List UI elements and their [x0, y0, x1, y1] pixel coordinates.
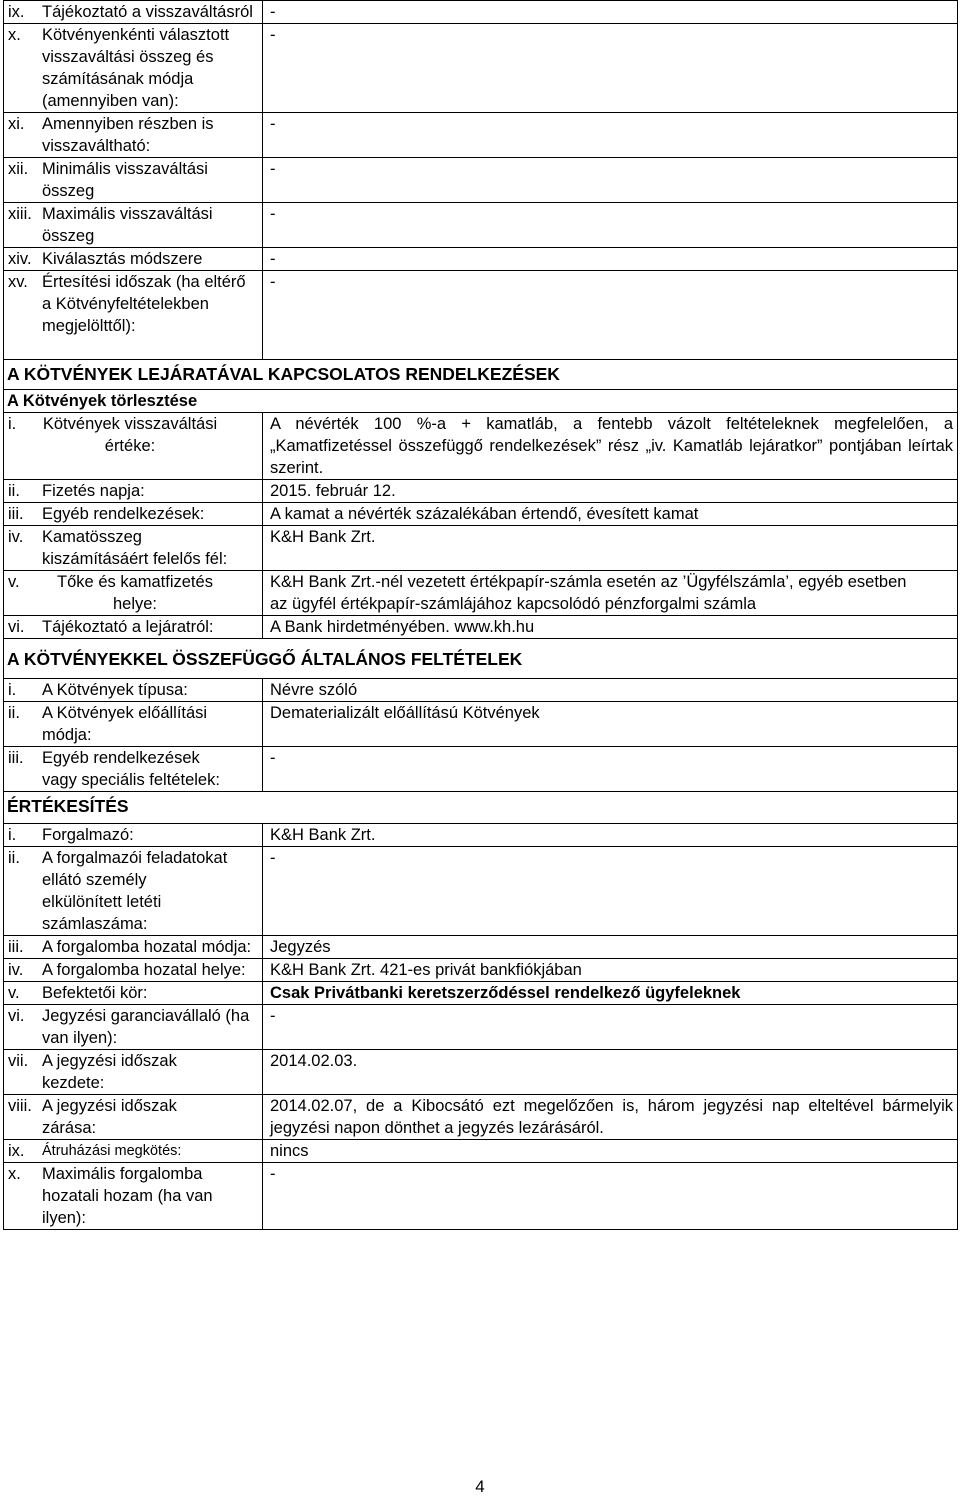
item-number: vi. — [8, 618, 25, 636]
item-value: - — [263, 24, 958, 113]
item-value: Névre szóló — [263, 679, 958, 702]
table-row — [4, 413, 958, 480]
item-value-line2: az ügyfél értékpapír-számlájához kapcsolódó pénzforgalmi számla — [270, 595, 757, 613]
item-number: v. — [8, 984, 20, 1002]
item-value: - — [263, 113, 958, 158]
table-row — [4, 824, 958, 847]
item-number: xiv. — [8, 250, 32, 268]
section-title: A KÖTVÉNYEKKEL ÖSSZEFÜGGŐ ÁLTALÁNOS FELTÉTELEK — [4, 639, 958, 679]
table-row — [4, 526, 958, 571]
table-row — [4, 847, 958, 936]
item-value: K&H Bank Zrt. — [263, 824, 958, 847]
table-row — [4, 271, 958, 360]
item-number: i. — [8, 415, 17, 433]
item-label: A jegyzési időszak zárása: — [42, 1097, 177, 1137]
item-value: 2014.02.07, de a Kibocsátó ezt megelőzően is, három jegyzési nap elteltével bármelyik jegyzési napon dönthet a jegyzés lezárásáról. — [263, 1095, 958, 1140]
item-label: A forgalomba hozatal helye: — [42, 961, 246, 979]
table-row — [4, 1140, 958, 1163]
item-number: ii. — [8, 482, 20, 500]
item-value: K&H Bank Zrt. — [263, 526, 958, 571]
item-value: A Bank hirdetményében. www.kh.hu — [263, 616, 958, 639]
item-label: Átruházási megkötés: — [42, 1143, 182, 1159]
item-number: ix. — [8, 3, 25, 21]
item-label: Befektetői kör: — [42, 984, 148, 1002]
table-row — [4, 1095, 958, 1140]
item-label: A forgalmazói feladatokat ellátó személy elkülönített letéti számlaszáma: — [42, 849, 228, 933]
item-value: - — [263, 203, 958, 248]
item-number: iv. — [8, 528, 24, 546]
item-label: Kötvények visszaváltási értéke: — [42, 415, 218, 455]
table-row — [4, 1, 958, 24]
item-number: vii. — [8, 1052, 29, 1070]
item-label: A jegyzési időszak kezdete: — [42, 1052, 177, 1092]
table-row — [4, 959, 958, 982]
item-label: Kamatösszeg kiszámításáért felelős fél: — [42, 528, 228, 568]
table-row — [4, 158, 958, 203]
section-header-row — [4, 639, 958, 679]
section-subheader-row — [4, 390, 958, 413]
page-number: 4 — [475, 1477, 485, 1496]
item-label: Tájékoztató a lejáratról: — [42, 618, 214, 636]
item-label: Kötvényenkénti választott visszaváltási összeg és számításának módja (amennyiben van): — [42, 26, 230, 110]
item-label: A Kötvények előállítási módja: — [42, 704, 208, 744]
item-label: Értesítési időszak (ha eltérő a Kötvényfeltételekben megjelölttől): — [42, 273, 246, 335]
item-number: xii. — [8, 160, 29, 178]
table-row — [4, 24, 958, 113]
table-row — [4, 571, 958, 616]
item-number: xiii. — [8, 205, 32, 223]
item-value: - — [263, 158, 958, 203]
item-number: x. — [8, 1165, 21, 1183]
item-value: Csak Privátbanki keretszerződéssel rendelkező ügyfeleknek — [263, 982, 958, 1005]
table-row — [4, 480, 958, 503]
item-value: nincs — [263, 1140, 958, 1163]
item-value: Jegyzés — [263, 936, 958, 959]
item-number: iii. — [8, 938, 24, 956]
item-number: ii. — [8, 704, 20, 722]
table-row — [4, 1163, 958, 1230]
document-page — [3, 0, 958, 1230]
item-value: - — [263, 1163, 958, 1230]
item-number: viii. — [8, 1097, 32, 1115]
item-value: K&H Bank Zrt.-nél vezetett értékpapír-számla esetén az ’Ügyfélszámla’, egyéb esetben — [270, 573, 907, 591]
table-row — [4, 1005, 958, 1050]
table-row — [4, 936, 958, 959]
item-number: iii. — [8, 749, 24, 767]
item-number: ii. — [8, 849, 20, 867]
table-row — [4, 1050, 958, 1095]
item-number: vi. — [8, 1007, 25, 1025]
item-value: - — [263, 271, 958, 360]
item-label: Egyéb rendelkezések: — [42, 505, 205, 523]
item-label: Maximális forgalomba hozatali hozam (ha van ilyen): — [42, 1165, 213, 1227]
table-row — [4, 113, 958, 158]
item-value: A névérték 100 %-a + kamatláb, a fentebb vázolt feltételeknek megfelelően, a „Kamatfizetéssel összefüggő rendelkezések” rész „iv. Kamatláb lejáratkor” pontjában leírtak szerint. — [263, 413, 958, 480]
item-value: 2014.02.03. — [263, 1050, 958, 1095]
item-value: - — [263, 1, 958, 24]
item-label: A forgalomba hozatal módja: — [42, 938, 252, 956]
section-header-row — [4, 792, 958, 824]
item-value: - — [263, 747, 958, 792]
item-value: - — [263, 1005, 958, 1050]
item-value: - — [263, 847, 958, 936]
item-label: Kiválasztás módszere — [42, 250, 203, 268]
item-number: i. — [8, 681, 17, 699]
item-number: v. — [8, 573, 20, 591]
section-subtitle: A Kötvények törlesztése — [4, 390, 958, 413]
item-number: ix. — [8, 1142, 25, 1160]
section-title: ÉRTÉKESÍTÉS — [4, 792, 958, 824]
item-number: iv. — [8, 961, 24, 979]
item-value: K&H Bank Zrt. 421-es privát bankfiókjában — [263, 959, 958, 982]
table-row — [4, 503, 958, 526]
item-label: Tőke és kamatfizetés helye: — [57, 573, 213, 613]
item-number: xv. — [8, 273, 28, 291]
table-row — [4, 248, 958, 271]
table-row — [4, 982, 958, 1005]
item-label: Jegyzési garanciavállaló (ha van ilyen): — [42, 1007, 250, 1047]
terms-table — [3, 0, 958, 1230]
item-label: A Kötvények típusa: — [42, 681, 188, 699]
item-value: - — [263, 248, 958, 271]
table-row — [4, 747, 958, 792]
item-value: A kamat a névérték százalékában értendő, évesített kamat — [263, 503, 958, 526]
item-number: i. — [8, 826, 17, 844]
item-value: Dematerializált előállítású Kötvények — [263, 702, 958, 747]
table-row — [4, 616, 958, 639]
section-header-row — [4, 360, 958, 390]
item-number: iii. — [8, 505, 24, 523]
item-label: Egyéb rendelkezések vagy speciális feltételek: — [42, 749, 220, 789]
item-value: 2015. február 12. — [263, 480, 958, 503]
table-row — [4, 702, 958, 747]
table-row — [4, 203, 958, 248]
item-number: x. — [8, 26, 21, 44]
table-row — [4, 679, 958, 702]
item-label: Fizetés napja: — [42, 482, 145, 500]
item-label: Tájékoztató a visszaváltásról — [42, 3, 253, 21]
section-title: A KÖTVÉNYEK LEJÁRATÁVAL KAPCSOLATOS RENDELKEZÉSEK — [4, 360, 958, 390]
item-label: Minimális visszaváltási összeg — [42, 160, 208, 200]
item-label: Forgalmazó: — [42, 826, 134, 844]
item-number: xi. — [8, 115, 25, 133]
item-label: Amennyiben részben is visszaváltható: — [42, 115, 214, 155]
item-label: Maximális visszaváltási összeg — [42, 205, 213, 245]
